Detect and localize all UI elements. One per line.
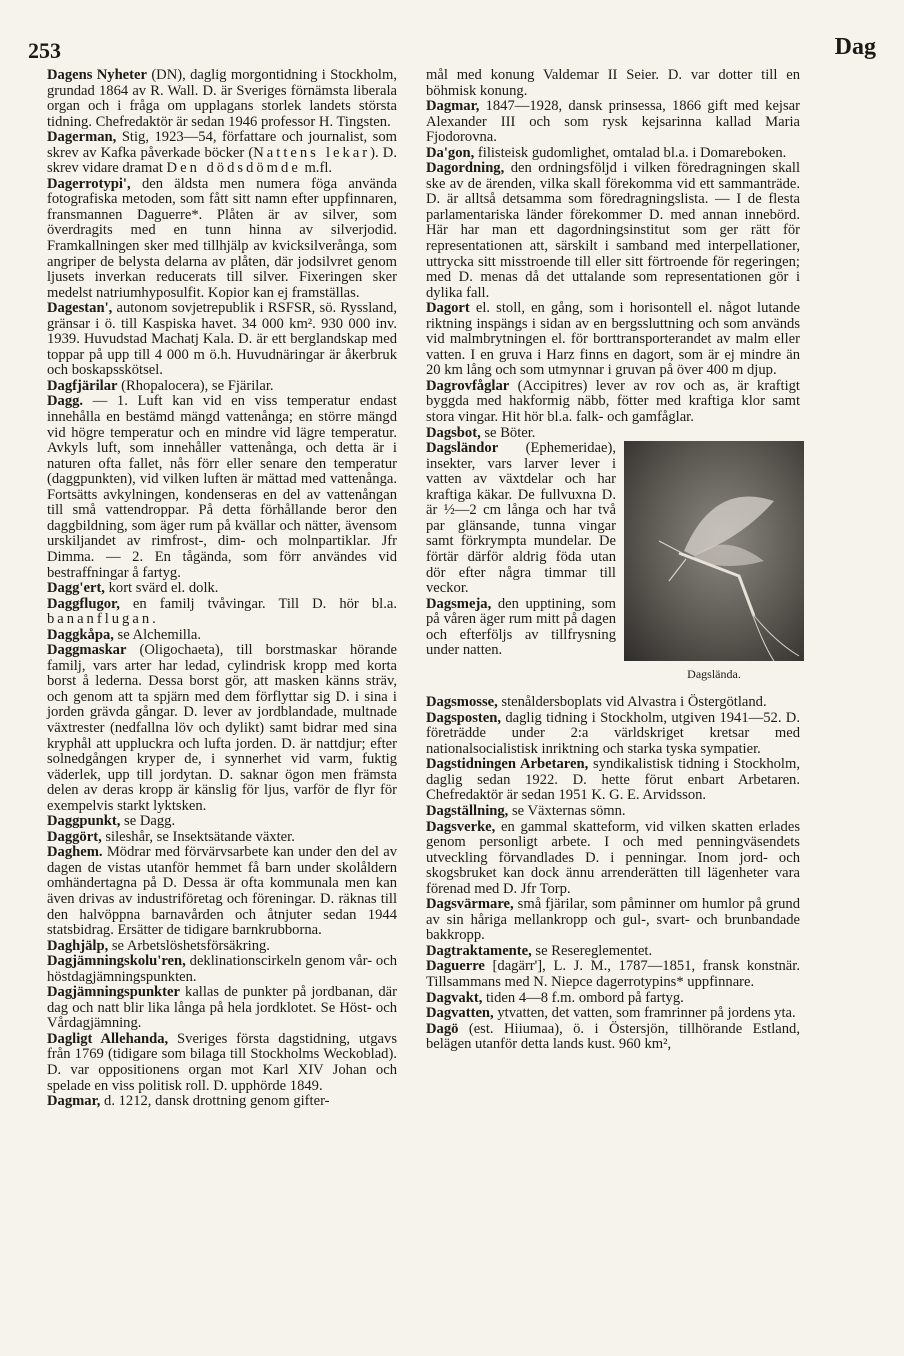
entry-text: små fjärilar, som påminner om humlor på grund av sin håriga mellankropp och gul-, svart- och brunbandade bakkropp. — [426, 896, 800, 944]
headword: Daggflugor, — [47, 595, 120, 612]
dictionary-entry — [47, 68, 397, 130]
entry-text: den äldsta men numera föga använda fotografiska metoden, som fått sitt namn efter uppfinnaren, fransmannen Daguerre*. Plåten är av silver, som överdragits med en tunn hinna av silverjodid. Framkallningen sker med tillhjälp av kvicksilverånga, som angriper de belysta delarna av plåten, där jodsilvret genom ljusets inverkan reducerats till silver. Fixeringen sker medelst natriumhyposulfit. Kopior kan ej framställas. — [47, 175, 397, 301]
headword: Dagort — [426, 300, 470, 317]
headword: Dagvakt, — [426, 989, 483, 1006]
dictionary-entry — [426, 68, 800, 99]
entry-text: se Arbetslöshetsförsäkring. — [108, 937, 270, 954]
dictionary-entry — [47, 643, 397, 814]
headword: Dagfjärilar — [47, 377, 118, 394]
figure-caption: Dagslända. — [687, 667, 741, 682]
dictionary-entry — [426, 820, 800, 898]
dictionary-entry — [47, 939, 397, 955]
entry-text: tiden 4—8 f.m. ombord på fartyg. — [482, 989, 684, 1006]
spaced-title: bananflugan — [47, 611, 153, 628]
entry-text: — 1. Luft kan vid en viss temperatur endast innehålla en bestämd mängd vattenånga; en större mängd vid högre temperatur och en mindre vid lägre temperatur. Avkyls luft, som innehåller vattenånga, och detta är i naturen ofta fallet, nås förr eller senare den temperatur (daggpunkten), vid vilken luften är mättad med vattenånga. Fortsätts avkylningen, kondenseras en del av vattenångan till små vattendroppar. På detta förhållande beror den daggbildning, som äger rum på kvällar och nätter, ävensom urskiljandet av rimfrost-, dim- och molnpartiklar. Jfr Dimma. — 2. En tågända, som förr användes vid bestraffningar å fartyg. — [47, 393, 397, 581]
headword: Dagordning, — [426, 160, 505, 177]
headword: Dagsposten, — [426, 709, 502, 726]
spaced-title: Den dödsdömde — [166, 160, 301, 177]
entry-text: den upptining, som på våren äger rum mitt på dagen och efterföljs av tillfrysning under natten. — [426, 595, 616, 659]
dictionary-entry — [47, 130, 397, 177]
page-number: 253 — [28, 38, 61, 63]
dictionary-entry — [426, 99, 800, 146]
headword: Da'gon, — [426, 144, 475, 161]
dictionary-entry — [426, 757, 800, 804]
dictionary-entry — [426, 301, 800, 379]
headword: Dagö — [426, 1020, 459, 1037]
dictionary-entry — [47, 954, 397, 985]
headword: Dagerrotypi', — [47, 175, 131, 192]
headword: Dagjämningskolu'ren, — [47, 953, 186, 970]
headword: Dagens Nyheter — [47, 67, 147, 83]
dictionary-entry — [47, 845, 397, 938]
entry-text: se Växternas sömn. — [508, 802, 626, 819]
mayfly-illustration — [624, 441, 804, 661]
dictionary-entry — [47, 814, 397, 830]
entry-text: d. 1212, dansk drottning genom gifter- — [100, 1093, 330, 1110]
entry-text: (Ephemeridae), insekter, vars larver lever i vatten av växtdelar och har kraftiga käkar. De fullvuxna D. är ½—2 cm långa och har två par glänsande, tunna vingar samt förkrympta mundelar. De förtär därför aldrig föda utan dör efter några timmar till veckor. — [426, 440, 616, 597]
entry-text: (Oligochaeta), till borstmaskar hörande familj, vars arter har ledad, cylindrisk kropp med korta borst å lederna. Dessa borst gör, att masken känns sträv, och genom att ta spjärn med dem förflyttar sig D. i sina i jorden grävda gångar. D. lever av jordblandade, multnade växtrester (nedfallna löv och dylikt) samt bidrar med sina kryphål att uppluckra och lufta jorden. D. är nattdjur; efter solnedgången kryper de, i synnerhet vid varm, fuktig väderlek, upp till jordytan. D. saknar ögon men främsta delen av deras kropp är känslig för ljus, varför de flyr för exempelvis starkt lyktsken. — [47, 642, 397, 814]
entry-text: syndikalistisk tidning i Stockholm, daglig sedan 1922. D. hette förut enbart Arbetaren. Chefredaktör är sedan 1951 K. G. E. Arvidsson. — [426, 756, 800, 804]
dictionary-entry — [426, 897, 800, 944]
dictionary-entry — [426, 379, 800, 426]
dictionary-entry — [47, 628, 397, 644]
figure — [624, 441, 804, 691]
dictionary-entry — [47, 379, 397, 395]
left-column — [47, 68, 397, 1110]
dictionary-entry — [47, 1032, 397, 1094]
running-head: Dag — [834, 34, 876, 60]
dictionary-entry — [426, 944, 800, 960]
dictionary-entry — [426, 804, 800, 820]
headword: Dagg. — [47, 393, 84, 410]
entry-text: el. stoll, en gång, som i horisontell el. något lutande riktning inspängs i sidan av en bergssluttning och som används vid malmbrytningen el. för borttransporterandet av malm eller vatten. I en gruva i Harz finns en dagort, som är ej mindre än 20 km lång och som utmynnar i gruvan på över 400 m djup. — [426, 300, 800, 379]
entry-text: mål med konung Valdemar II Seier. D. var dotter till en böhmisk konung. — [426, 67, 800, 99]
entry-text: . — [152, 611, 156, 628]
entry-text: Mödrar med förvärvsarbete kan under den del av dagen de vistas utanför hemmet få barn under skolåldern omhändertagna på D. Dessa är ofta kommunala men kan även drivas av industriföretag och föreningar. D. räknas till den halvöppna barnavården och åtnjuter sedan 1944 statsbidrag. Ersätter de tidigare barnkrubborna. — [47, 844, 397, 939]
entry-text: den ordningsföljd i vilken föredragningen skall ske av de ärenden, vilka skall förekomma vid ett sammanträde. D. är alltså detsamma som föredragningslista. — I de flesta parlamentariska länder förekommer D. med annan innebörd. Här har man ett dagordningsinstitut som ger rätt för representationen att, särskilt i samband med interpellationer, uttrycka sitt misstroende till eller sitt förtroende för regeringen; med D. menas då det uttalande som representationen gör i dylika fall. — [426, 160, 800, 301]
headword: Dagsbot, — [426, 424, 481, 441]
entry-text: autonom sovjetrepublik i RSFSR, sö. Ryssland, gränsar i ö. till Kaspiska havet. 34 000 km². 930 000 inv. 1939. Huvudstad Machatj Kala. D. är ett berglandskap med toppar på upp till 4 000 m ö.h. Huvudnäringar är åkerbruk och boskapsskötsel. — [47, 300, 397, 379]
entry-text: se Alchemilla. — [113, 626, 202, 643]
entry-text: en familj tvåvingar. Till D. hör bl.a. — [119, 595, 397, 612]
entry-text: daglig tidning i Stockholm, utgiven 1941—52. D. företrädde under 2:a världskriget kretsar med nationalsocialistisk inriktning och starka tyska sympatier. — [426, 709, 800, 757]
dictionary-entry — [426, 1022, 800, 1053]
entry-text: ytvatten, det vatten, som framrinner på jordens yta. — [493, 1005, 796, 1022]
dictionary-entry — [47, 1094, 397, 1110]
dictionary-entry — [47, 394, 397, 581]
headword: Dagligt Allehanda, — [47, 1030, 169, 1047]
headword: Dagställning, — [426, 802, 509, 819]
headword: Daggört, — [47, 828, 102, 845]
dictionary-entry — [426, 711, 800, 758]
dictionary-entry — [47, 985, 397, 1032]
entry-text: se Dagg. — [120, 813, 176, 830]
entry-text: filisteisk gudomlighet, omtalad bl.a. i Domareboken. — [474, 144, 787, 161]
headword: Daghem. — [47, 844, 103, 861]
headword: Dagerman, — [47, 129, 117, 146]
entry-text: stenåldersboplats vid Alvastra i Östergötland. — [497, 694, 767, 711]
headword: Dagsvärmare, — [426, 896, 514, 913]
dictionary-entry — [426, 1006, 800, 1022]
headword: Dagstidningen Arbetaren, — [426, 756, 589, 773]
entry-text: deklinationscirkeln genom vår- och höstdagjämningspunkten. — [47, 953, 397, 985]
entry-text: en gammal skatteform, vid vilken skatten erlades genom personligt arbete. I och med penningväsendets utveckling förvandlades D. i penningar. Inom jord- och skogsbruket kan dock ännu arrenderätten till lägenheter vara förenad med D. Jfr Torp. — [426, 818, 800, 897]
dictionary-entry — [426, 146, 800, 162]
entry-text: kort svärd el. dolk. — [104, 580, 219, 597]
entry-text: sileshår, se Insektsätande växter. — [101, 828, 295, 845]
headword: Daggpunkt, — [47, 813, 121, 830]
dictionary-entry — [426, 695, 800, 711]
entry-text: Sveriges första dagstidning, utgavs från 1769 (tidigare som bilaga till Stockholms Weckoblad). D. var oppositionens organ mot Karl XIV Johan och spelade en viss politisk roll. D. upphörde 1849. — [47, 1030, 397, 1094]
entry-text: (DN), daglig morgontidning i Stockholm, grundad 1864 av R. Wall. D. är Sveriges förnämsta liberala organ och i fråga om upplagans storlek landets största tidning. Chefredaktör är sedan 1946 professor H. Tingsten. — [47, 67, 397, 130]
headword: Daghjälp, — [47, 937, 109, 954]
headword: Dagg'ert, — [47, 580, 105, 597]
dictionary-entry — [47, 830, 397, 846]
headword: Dagsverke, — [426, 818, 496, 835]
entry-text: (Rhopalocera), se Fjärilar. — [117, 377, 274, 394]
dictionary-entry — [47, 301, 397, 379]
dictionary-entry — [426, 161, 800, 301]
dictionary-entry — [47, 597, 397, 628]
dictionary-entry — [47, 581, 397, 597]
dictionary-entry — [47, 177, 397, 301]
dictionary-entry — [426, 426, 800, 442]
entry-text: (est. Hiiumaa), ö. i Östersjön, tillhörande Estland, belägen utanför detta lands kust. 960 km², — [426, 1020, 800, 1053]
headword: Daggkåpa, — [47, 626, 114, 643]
entry-text: [dagärr'], L. J. M., 1787—1851, fransk konstnär. Tillsammans med N. Niepce dagerrotypins* uppfinnare. — [426, 958, 800, 990]
entry-text: se Böter. — [480, 424, 536, 441]
entry-text: kallas de punkter på jordbanan, där dag och natt blir lika långa på hela jordklotet. Se Höst- och Vårdagjämning. — [47, 984, 397, 1032]
entry-text: ). D. skrev vidare dramat — [47, 144, 397, 177]
headword: Dagjämningspunkter — [47, 984, 180, 1001]
headword: Dagsmosse, — [426, 694, 498, 711]
headword: Daggmaskar — [47, 642, 127, 659]
entry-text: 1847—1928, dansk prinsessa, 1866 gift med kejsar Alexander III och som rysk kejsarinna kallad Maria Fjodorovna. — [426, 98, 800, 146]
headword: Dagsmeja, — [426, 595, 492, 612]
headword: Dagestan', — [47, 300, 113, 317]
spaced-title: Nattens lekar — [253, 144, 371, 161]
headword: Dagsländor — [426, 440, 499, 457]
dictionary-entry — [426, 991, 800, 1007]
headword: Dagtraktamente, — [426, 942, 532, 959]
right-column — [426, 68, 800, 1053]
entry-text: se Resereglementet. — [531, 942, 653, 959]
entry-text: (Accipitres) lever av rov och as, är kraftigt byggda med hakformig näbb, fötter med kraftiga klor samt stora vingar. Hit hör bl.a. falk- och gamfåglar. — [426, 377, 800, 426]
headword: Dagmar, — [426, 98, 480, 115]
entry-text: m.fl. — [300, 160, 333, 177]
headword: Dagrovfåglar — [426, 377, 510, 394]
dictionary-entry — [426, 959, 800, 990]
entry-text: Stig, 1923—54, författare och journalist, som skrev av Kafka påverkade böcker ( — [47, 129, 397, 161]
headword: Dagvatten, — [426, 1005, 494, 1022]
headword: Dagmar, — [47, 1093, 101, 1110]
headword: Daguerre — [426, 958, 485, 975]
